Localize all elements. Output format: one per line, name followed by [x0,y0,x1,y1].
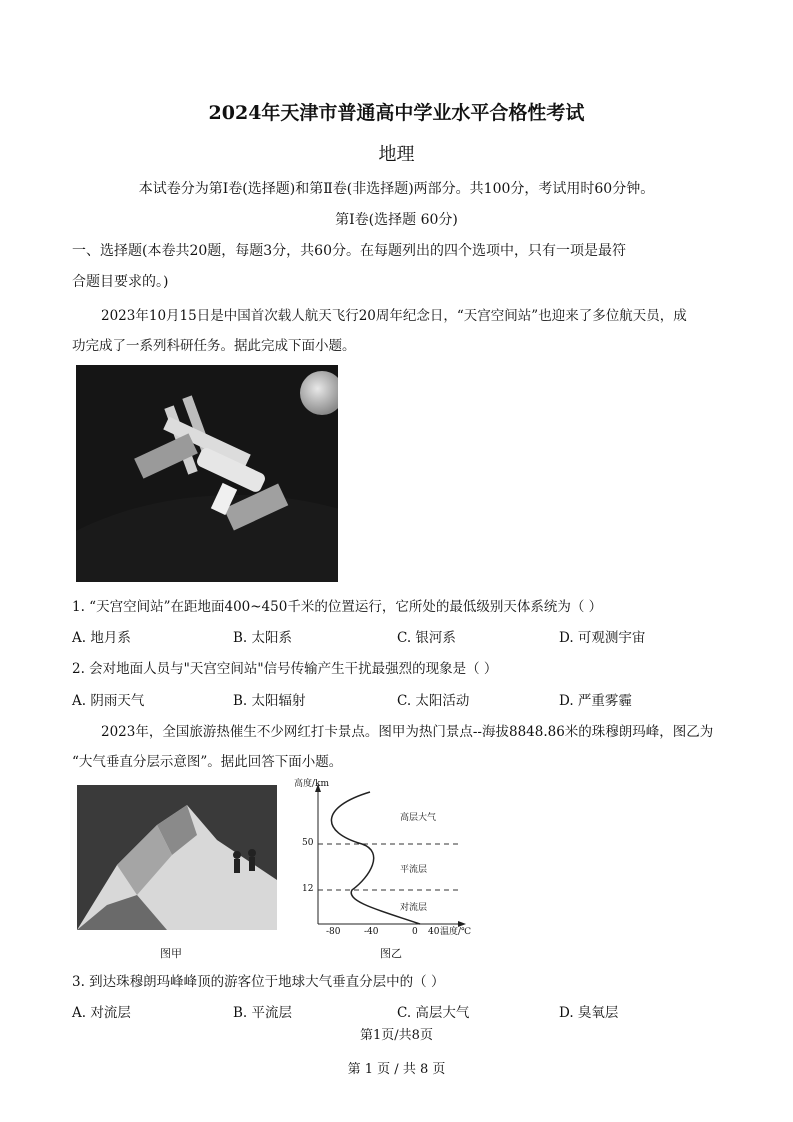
question-1-option-a[interactable]: A. 地月系 [72,630,131,646]
everest-illustration [77,785,277,930]
question-1-option-c[interactable]: C. 银河系 [397,630,456,646]
question-2-stem: 2. 会对地面人员与"天宫空间站"信号传输产生干扰最强烈的现象是（ ） [72,661,498,677]
atmosphere-diagram [290,772,480,944]
passage1-line1: 2023年10月15日是中国首次载人航天飞行20周年纪念日，“天宫空间站”也迎来了多位航天员，成 [101,308,687,324]
part-title: 第Ⅰ卷(选择题 60分) [335,212,458,228]
question-3-option-d[interactable]: D. 臭氧层 [559,1005,619,1021]
passage2-line2: “大气垂直分层示意图”。据此回答下面小题。 [72,754,343,770]
exam-intro: 本试卷分为第Ⅰ卷(选择题)和第Ⅱ卷(非选择题)两部分。共100分，考试用时60分钟。 [138,181,655,197]
page-number-outer: 第 1 页 / 共 8 页 [347,1062,446,1077]
question-1-option-b[interactable]: B. 太阳系 [233,630,293,646]
x-axis-label: 温度/℃ [440,927,472,937]
layer-upper-atmosphere: 高层大气 [400,813,437,823]
passage1-line2: 功完成了一系列科研任务。据此完成下面小题。 [72,338,356,354]
passage2-line1: 2023年，全国旅游热催生不少网红打卡景点。图甲为热门景点--海拔8848.86米的珠穆朗玛峰，图乙为 [101,724,714,740]
question-3-option-b[interactable]: B. 平流层 [233,1005,293,1021]
question-1-stem: 1. “天宫空间站”在距地面400~450千米的位置运行，它所处的最低级别天体系统为（ ） [72,599,603,615]
question-1-option-d[interactable]: D. 可观测宇宙 [559,630,646,646]
page-number-inner: 第1页/共8页 [360,1028,433,1043]
space-station-illustration [76,365,338,582]
x-tick-neg40: -40 [364,927,379,937]
y-tick-50: 50 [302,838,314,848]
x-tick-0: 0 [412,927,418,937]
figure-a-caption: 图甲 [160,947,182,960]
figure-b-caption: 图乙 [380,947,402,960]
y-axis-label: 高度/km [294,779,330,789]
question-3-option-c[interactable]: C. 高层大气 [397,1005,470,1021]
question-2-option-d[interactable]: D. 严重雾霾 [559,693,632,709]
layer-stratosphere: 平流层 [400,865,428,875]
question-2-option-c[interactable]: C. 太阳活动 [397,693,470,709]
exam-title: 2024年天津市普通高中学业水平合格性考试 [208,102,585,124]
section-instruction-line1: 一、选择题(本卷共20题，每题3分，共60分。在每题列出的四个选项中，只有一项是最符 [72,243,626,259]
question-2-option-a[interactable]: A. 阴雨天气 [72,693,145,709]
question-2-option-b[interactable]: B. 太阳辐射 [233,693,306,709]
layer-troposphere: 对流层 [400,903,428,913]
atmosphere-chart-svg [290,772,480,944]
x-tick-neg80: -80 [326,927,341,937]
space-station-image [76,365,338,582]
question-3-stem: 3. 到达珠穆朗玛峰峰顶的游客位于地球大气垂直分层中的（ ） [72,974,445,990]
section-instruction-line2: 合题目要求的。) [72,274,169,290]
x-tick-40: 40 [428,927,440,937]
y-tick-12: 12 [302,884,314,894]
subject-title: 地理 [378,144,415,165]
question-3-option-a[interactable]: A. 对流层 [72,1005,131,1021]
everest-photo [77,785,277,930]
